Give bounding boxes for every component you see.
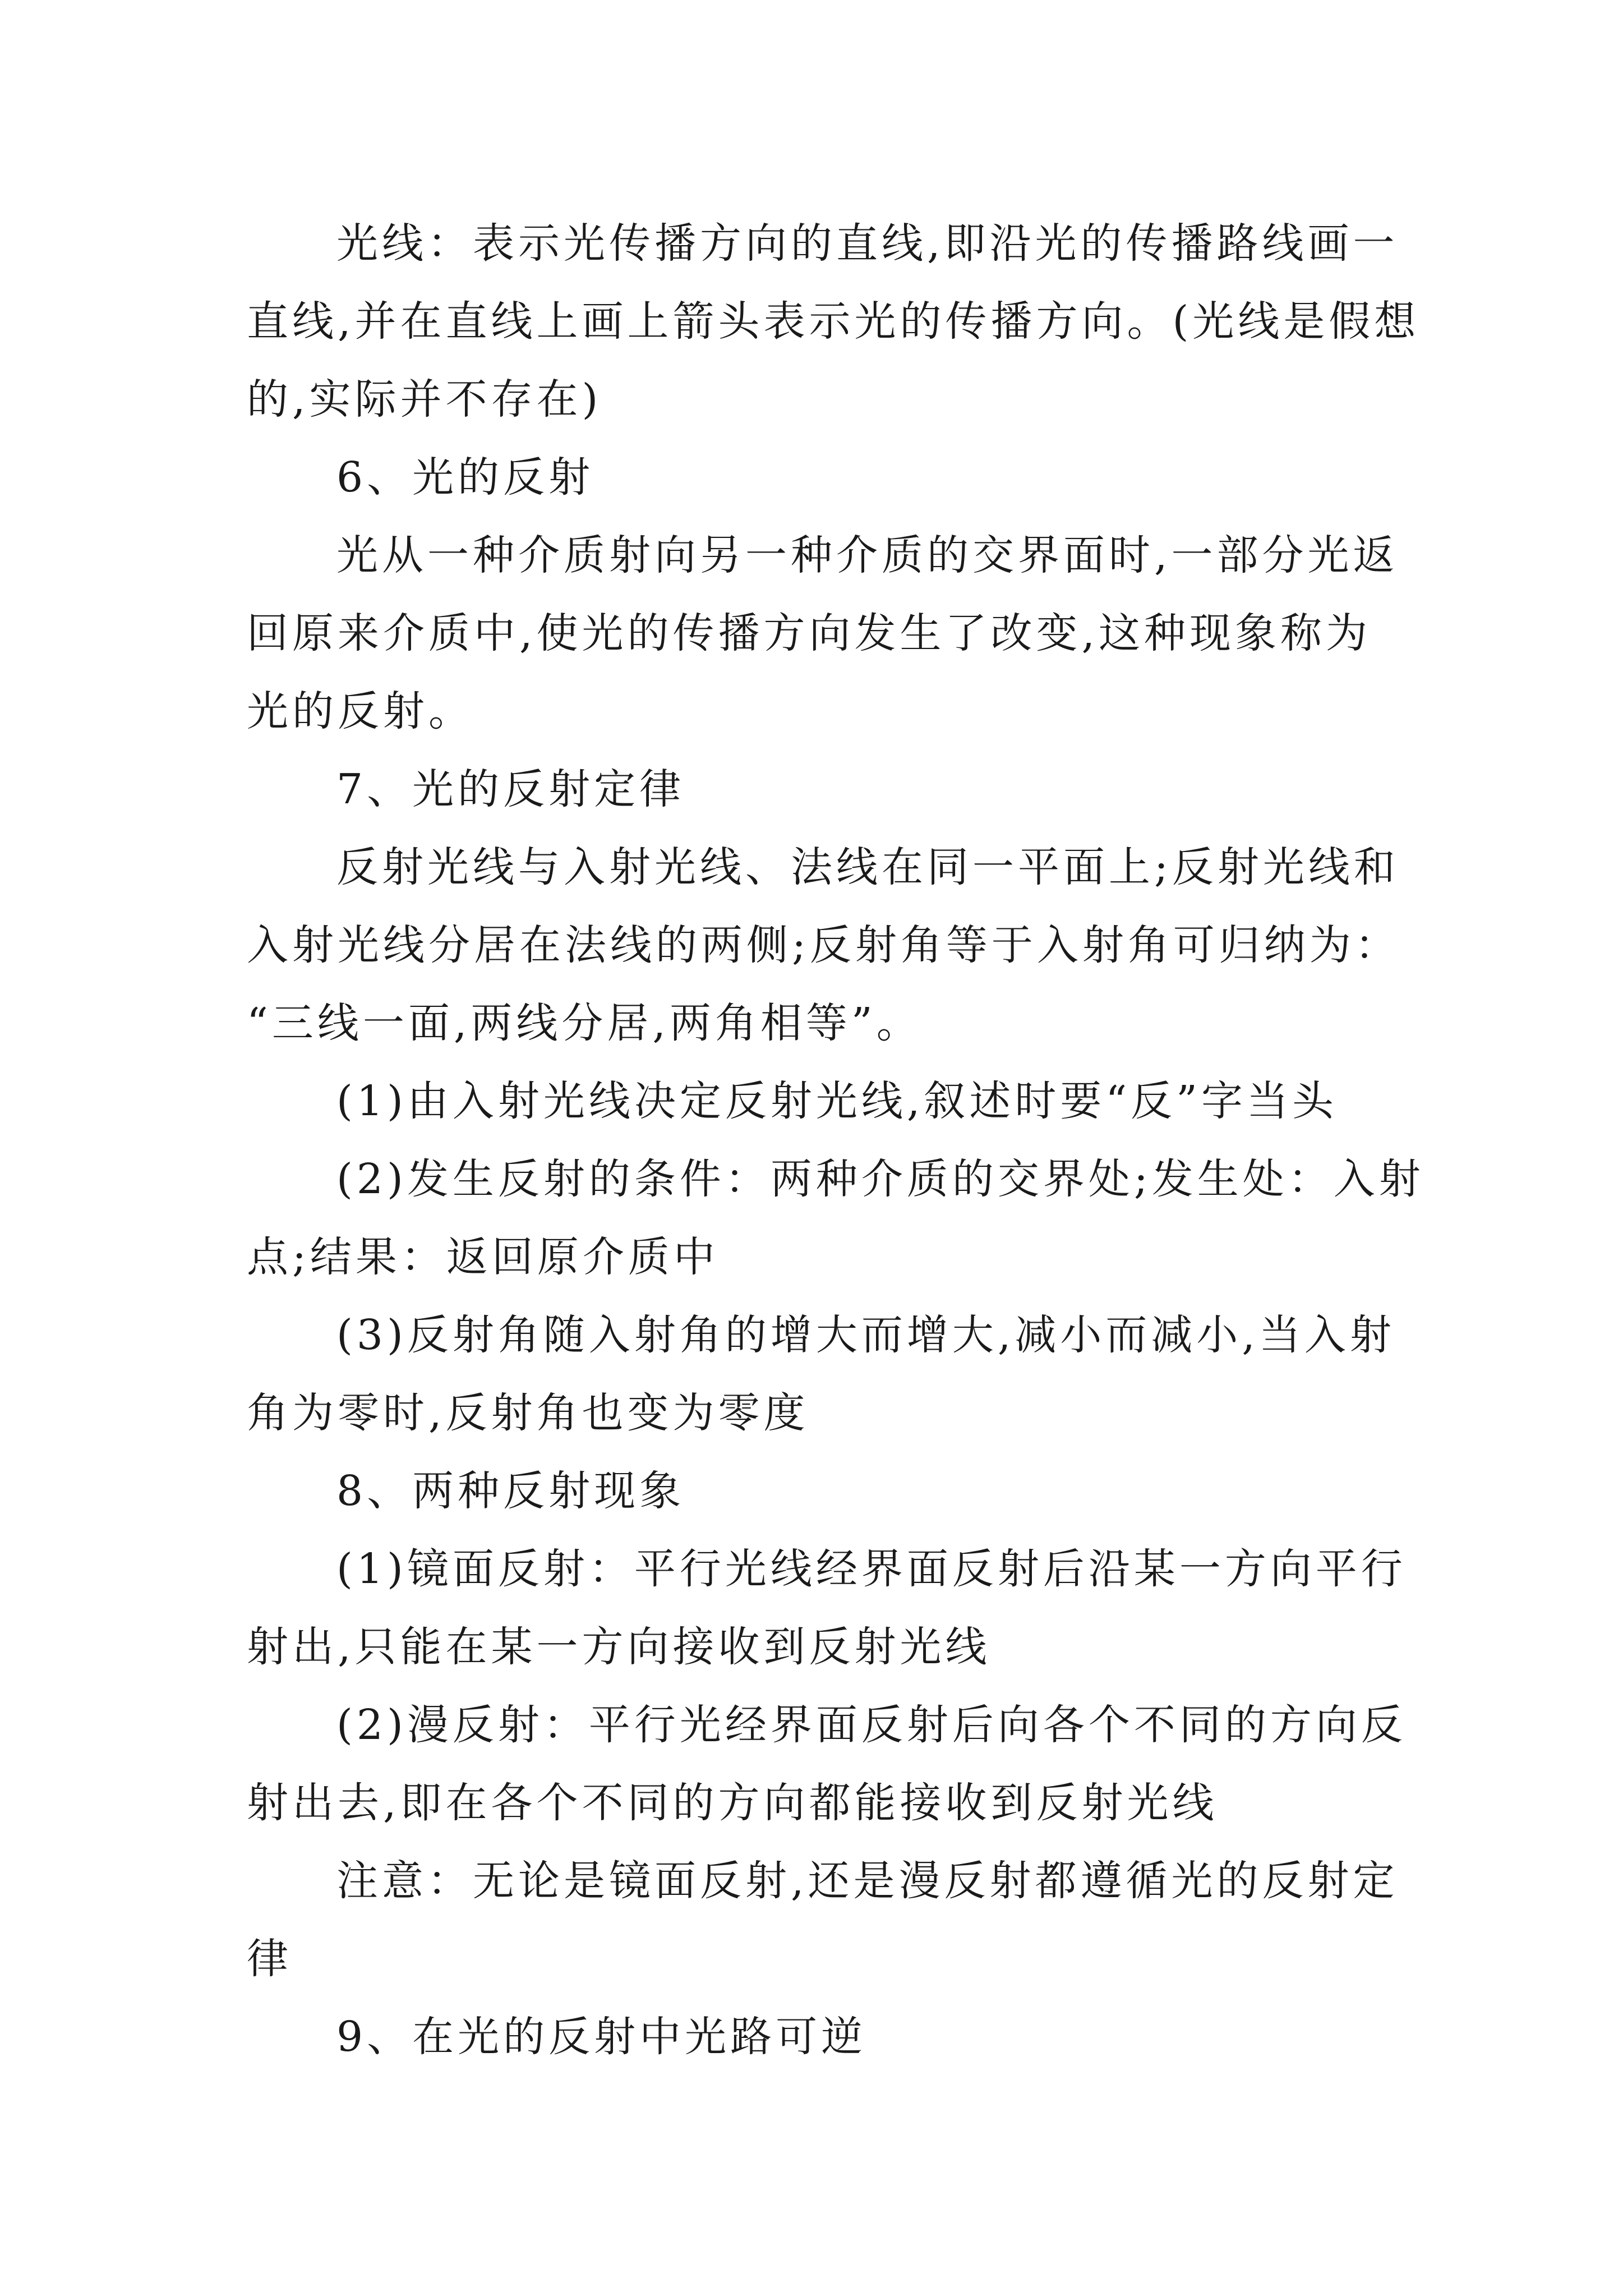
text-line: (2)漫反射：平行光经界面反射后向各个不同的方向反 bbox=[336, 1701, 1407, 1749]
text-line: 光从一种介质射向另一种介质的交界面时,一部分光返 bbox=[336, 531, 1399, 579]
text-line: 光线：表示光传播方向的直线,即沿光的传播路线画一 bbox=[336, 219, 1399, 268]
section-heading: 9、在光的反射中光路可逆 bbox=[336, 2013, 867, 2061]
text-line: 入射光线分居在法线的两侧;反射角等于入射角可归纳为： bbox=[247, 921, 1400, 969]
text-line: 的,实际并不存在) bbox=[247, 375, 602, 424]
text-line: (2)发生反射的条件：两种介质的交界处;发生处：入射 bbox=[336, 1155, 1424, 1203]
text-line: “三线一面,两线分居,两角相等”。 bbox=[247, 999, 922, 1047]
text-line: 光的反射。 bbox=[247, 687, 474, 735]
section-heading: 6、光的反射 bbox=[336, 453, 594, 501]
text-line: 角为零时,反射角也变为零度 bbox=[247, 1389, 809, 1437]
text-line: 点;结果：返回原介质中 bbox=[247, 1233, 719, 1281]
text-line: 射出去,即在各个不同的方向都能接收到反射光线 bbox=[247, 1779, 1218, 1827]
text-line: 注意：无论是镜面反射,还是漫反射都遵循光的反射定 bbox=[336, 1857, 1399, 1905]
text-line: 射出,只能在某一方向接收到反射光线 bbox=[247, 1623, 991, 1671]
text-line: (1)由入射光线决定反射光线,叙述时要“反”字当头 bbox=[336, 1077, 1338, 1125]
text-line: 回原来介质中,使光的传播方向发生了改变,这种现象称为 bbox=[247, 609, 1372, 657]
text-line: 反射光线与入射光线、法线在同一平面上;反射光线和 bbox=[336, 843, 1399, 891]
section-heading: 8、两种反射现象 bbox=[336, 1467, 685, 1515]
text-line: 直线,并在直线上画上箭头表示光的传播方向。(光线是假想 bbox=[247, 297, 1420, 346]
text-line: (1)镜面反射：平行光线经界面反射后沿某一方向平行 bbox=[336, 1545, 1407, 1593]
text-line: (3)反射角随入射角的增大而增大,减小而减小,当入射 bbox=[336, 1311, 1395, 1359]
section-heading: 7、光的反射定律 bbox=[336, 765, 685, 813]
text-line: 律 bbox=[247, 1935, 292, 1983]
